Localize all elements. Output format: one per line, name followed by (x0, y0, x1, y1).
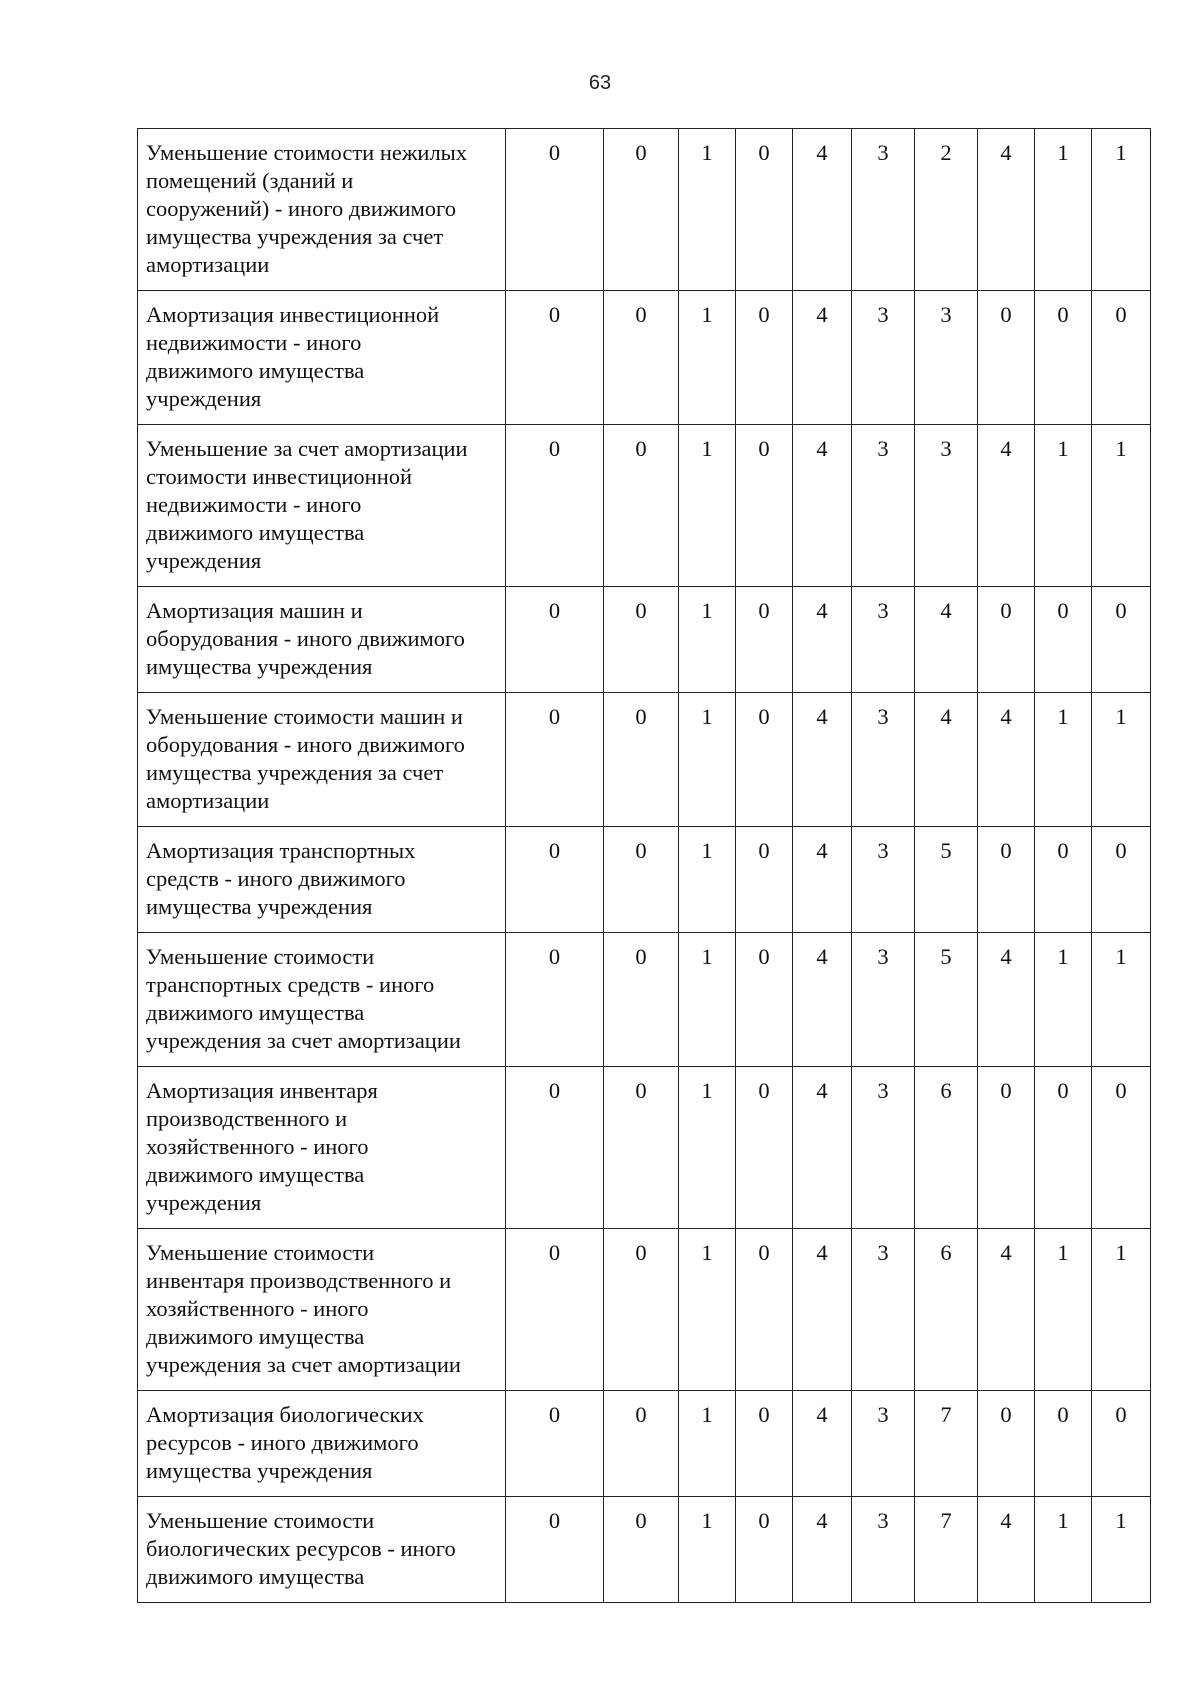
description-line: учреждения (146, 1190, 262, 1215)
account-code-digit: 4 (793, 129, 852, 291)
description-line: оборудования - иного движимого (146, 732, 465, 757)
account-code-digit: 7 (915, 1497, 978, 1603)
account-code-digit: 1 (1092, 1229, 1151, 1391)
account-description (138, 933, 506, 1067)
description-line: амортизации (146, 788, 270, 813)
account-code-digit: 4 (793, 1497, 852, 1603)
account-code-digit: 0 (736, 693, 793, 827)
account-code-digit: 0 (1035, 827, 1092, 933)
account-code-digit: 0 (604, 693, 679, 827)
account-description (138, 827, 506, 933)
description-line: Амортизация транспортных (146, 838, 416, 863)
account-code-digit: 7 (915, 1391, 978, 1497)
description-line: движимого имущества (146, 1162, 365, 1187)
description-line: недвижимости - иного (146, 330, 362, 355)
description-line: Амортизация биологических (146, 1402, 424, 1427)
table-row (138, 827, 1151, 933)
description-line: учреждения (146, 548, 262, 573)
account-code-digit: 0 (736, 1497, 793, 1603)
description-line: имущества учреждения (146, 894, 373, 919)
account-code-digit: 0 (506, 291, 604, 425)
account-code-digit: 0 (978, 1391, 1035, 1497)
account-code-digit: 0 (736, 425, 793, 587)
account-code-digit: 0 (1092, 587, 1151, 693)
account-code-digit: 1 (1092, 933, 1151, 1067)
account-code-digit: 1 (679, 693, 736, 827)
account-description (138, 291, 506, 425)
account-code-digit: 0 (506, 1391, 604, 1497)
table-row (138, 129, 1151, 291)
account-code-digit: 1 (1035, 129, 1092, 291)
account-code-digit: 0 (506, 933, 604, 1067)
account-code-digit: 4 (915, 693, 978, 827)
account-code-digit: 1 (679, 1497, 736, 1603)
account-code-digit: 3 (852, 587, 915, 693)
account-code-digit: 0 (1035, 1391, 1092, 1497)
table-row (138, 1229, 1151, 1391)
account-code-digit: 0 (736, 129, 793, 291)
account-code-digit: 0 (978, 1067, 1035, 1229)
account-code-digit: 3 (852, 693, 915, 827)
description-line: инвентаря производственного и (146, 1268, 452, 1293)
account-code-digit: 4 (793, 1067, 852, 1229)
table-row (138, 1067, 1151, 1229)
account-code-digit: 1 (679, 1391, 736, 1497)
description-line: Уменьшение стоимости (146, 944, 375, 969)
account-code-digit: 4 (793, 933, 852, 1067)
account-code-digit: 0 (978, 827, 1035, 933)
description-line: имущества учреждения за счет (146, 224, 444, 249)
account-code-digit: 0 (604, 587, 679, 693)
table-row (138, 587, 1151, 693)
account-code-digit: 0 (736, 1391, 793, 1497)
account-code-digit: 3 (852, 1391, 915, 1497)
account-code-digit: 4 (793, 425, 852, 587)
description-line: движимого имущества (146, 1000, 365, 1025)
account-code-digit: 3 (852, 827, 915, 933)
description-line: учреждения (146, 386, 262, 411)
account-code-digit: 1 (679, 827, 736, 933)
description-line: Амортизация машин и (146, 598, 363, 623)
account-code-digit: 0 (604, 1067, 679, 1229)
account-code-digit: 0 (736, 1229, 793, 1391)
account-code-digit: 0 (978, 291, 1035, 425)
account-description (138, 1067, 506, 1229)
account-code-digit: 1 (1035, 933, 1092, 1067)
account-code-digit: 4 (978, 693, 1035, 827)
description-line: производственного и (146, 1106, 348, 1131)
account-code-digit: 3 (915, 425, 978, 587)
page-number: 63 (588, 72, 612, 94)
description-line: Уменьшение стоимости нежилых (146, 140, 468, 165)
account-code-digit: 0 (1092, 1391, 1151, 1497)
account-code-digit: 0 (506, 587, 604, 693)
table-row (138, 693, 1151, 827)
account-code-digit: 1 (679, 291, 736, 425)
account-code-digit: 0 (506, 693, 604, 827)
account-code-digit: 3 (852, 1497, 915, 1603)
account-code-digit: 0 (1092, 827, 1151, 933)
description-line: имущества учреждения (146, 654, 373, 679)
account-code-digit: 4 (978, 129, 1035, 291)
description-line: имущества учреждения за счет (146, 760, 444, 785)
account-code-digit: 0 (506, 425, 604, 587)
account-code-digit: 1 (679, 425, 736, 587)
account-code-digit: 0 (736, 933, 793, 1067)
account-code-digit: 4 (793, 827, 852, 933)
description-line: Амортизация инвестиционной (146, 302, 440, 327)
account-code-digit: 4 (793, 1391, 852, 1497)
account-description (138, 693, 506, 827)
account-code-digit: 1 (1092, 129, 1151, 291)
account-code-digit: 1 (1092, 1497, 1151, 1603)
account-code-digit: 3 (852, 129, 915, 291)
account-code-digit: 2 (915, 129, 978, 291)
account-code-digit: 0 (604, 827, 679, 933)
table-row (138, 425, 1151, 587)
account-code-digit: 0 (604, 291, 679, 425)
account-code-digit: 5 (915, 827, 978, 933)
description-line: средств - иного движимого (146, 866, 406, 891)
account-code-digit: 3 (852, 425, 915, 587)
account-code-digit: 0 (604, 1391, 679, 1497)
description-line: транспортных средств - иного (146, 972, 435, 997)
account-code-digit: 0 (604, 1497, 679, 1603)
description-line: учреждения за счет амортизации (146, 1028, 461, 1053)
description-line: сооружений) - иного движимого (146, 196, 456, 221)
account-code-digit: 1 (1035, 425, 1092, 587)
account-code-digit: 0 (736, 827, 793, 933)
account-description (138, 129, 506, 291)
account-description (138, 1391, 506, 1497)
description-line: биологических ресурсов - иного (146, 1536, 456, 1561)
description-line: хозяйственного - иного (146, 1296, 369, 1321)
account-code-digit: 1 (679, 1229, 736, 1391)
account-code-digit: 0 (1092, 291, 1151, 425)
description-line: движимого имущества (146, 358, 365, 383)
account-code-digit: 3 (852, 291, 915, 425)
account-code-digit: 4 (793, 291, 852, 425)
account-code-digit: 4 (793, 587, 852, 693)
accounts-table (137, 128, 1151, 1603)
account-code-digit: 0 (506, 1229, 604, 1391)
account-code-digit: 1 (1092, 425, 1151, 587)
table-row (138, 1391, 1151, 1497)
description-line: амортизации (146, 252, 270, 277)
account-code-digit: 1 (1035, 1229, 1092, 1391)
account-code-digit: 4 (793, 1229, 852, 1391)
account-code-digit: 0 (736, 587, 793, 693)
table-row (138, 1497, 1151, 1603)
description-line: движимого имущества (146, 1564, 365, 1589)
account-code-digit: 0 (1092, 1067, 1151, 1229)
account-code-digit: 0 (736, 1067, 793, 1229)
account-description (138, 1229, 506, 1391)
description-line: оборудования - иного движимого (146, 626, 465, 651)
description-line: Уменьшение за счет амортизации (146, 436, 468, 461)
account-code-digit: 0 (736, 291, 793, 425)
account-code-digit: 0 (604, 129, 679, 291)
account-code-digit: 4 (793, 693, 852, 827)
account-code-digit: 0 (604, 425, 679, 587)
account-description (138, 1497, 506, 1603)
account-code-digit: 0 (604, 1229, 679, 1391)
description-line: Уменьшение стоимости (146, 1240, 375, 1265)
account-code-digit: 1 (679, 933, 736, 1067)
description-line: Уменьшение стоимости (146, 1508, 375, 1533)
table-row (138, 291, 1151, 425)
description-line: имущества учреждения (146, 1458, 373, 1483)
description-line: стоимости инвестиционной (146, 464, 413, 489)
account-code-digit: 6 (915, 1229, 978, 1391)
account-code-digit: 0 (1035, 587, 1092, 693)
account-code-digit: 0 (604, 933, 679, 1067)
account-description (138, 425, 506, 587)
account-code-digit: 1 (1035, 693, 1092, 827)
account-code-digit: 0 (506, 827, 604, 933)
account-code-digit: 1 (1035, 1497, 1092, 1603)
description-line: Амортизация инвентаря (146, 1078, 378, 1103)
description-line: недвижимости - иного (146, 492, 362, 517)
account-code-digit: 0 (978, 587, 1035, 693)
description-line: ресурсов - иного движимого (146, 1430, 419, 1455)
description-line: Уменьшение стоимости машин и (146, 704, 463, 729)
account-code-digit: 1 (1092, 693, 1151, 827)
account-code-digit: 3 (852, 1067, 915, 1229)
account-code-digit: 4 (978, 1229, 1035, 1391)
account-code-digit: 1 (679, 129, 736, 291)
description-line: учреждения за счет амортизации (146, 1352, 461, 1377)
account-code-digit: 6 (915, 1067, 978, 1229)
account-code-digit: 0 (506, 1497, 604, 1603)
description-line: хозяйственного - иного (146, 1134, 369, 1159)
account-code-digit: 4 (978, 933, 1035, 1067)
account-code-digit: 5 (915, 933, 978, 1067)
description-line: движимого имущества (146, 1324, 365, 1349)
account-description (138, 587, 506, 693)
table-row (138, 933, 1151, 1067)
account-code-digit: 3 (852, 933, 915, 1067)
account-code-digit: 4 (978, 425, 1035, 587)
account-code-digit: 4 (915, 587, 978, 693)
account-code-digit: 0 (506, 129, 604, 291)
account-code-digit: 0 (1035, 1067, 1092, 1229)
account-code-digit: 3 (852, 1229, 915, 1391)
description-line: помещений (зданий и (146, 168, 354, 193)
account-code-digit: 4 (978, 1497, 1035, 1603)
account-code-digit: 1 (679, 1067, 736, 1229)
account-code-digit: 0 (1035, 291, 1092, 425)
account-code-digit: 3 (915, 291, 978, 425)
accounts-table-body (138, 129, 1151, 1603)
account-code-digit: 1 (679, 587, 736, 693)
description-line: движимого имущества (146, 520, 365, 545)
account-code-digit: 0 (506, 1067, 604, 1229)
